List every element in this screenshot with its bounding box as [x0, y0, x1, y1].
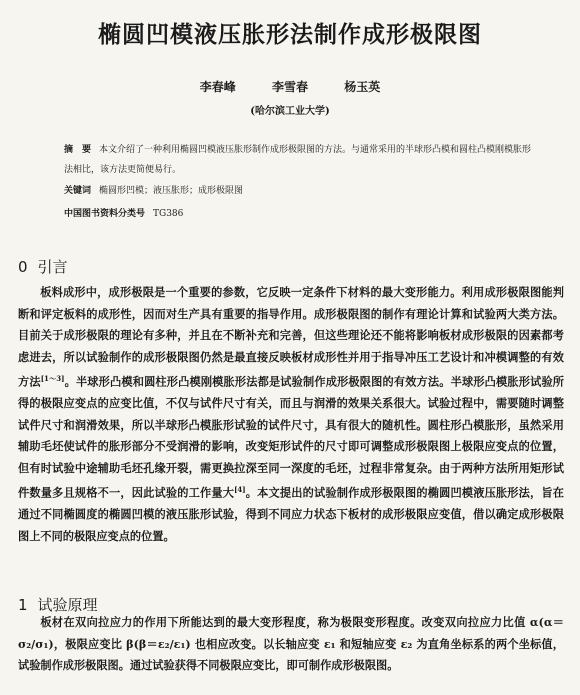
- abstract-label: 摘 要: [64, 145, 92, 155]
- keywords-label: 关键词: [64, 186, 92, 196]
- keywords-text: 椭圆形凹模；液压胀形；成形极限图: [99, 186, 244, 196]
- paper-title: 椭圆凹模液压胀形法制作成形极限图: [98, 22, 482, 48]
- author-name: 李雪春: [271, 80, 308, 94]
- principle-paragraph: [18, 612, 564, 677]
- author-list: [0, 78, 580, 95]
- classification-label: 中国图书资料分类号: [64, 209, 146, 219]
- section-heading-introduction: [18, 256, 68, 277]
- section-title: 引言: [37, 258, 68, 276]
- classification-code: TG386: [153, 209, 184, 219]
- paragraph-text: 板材在双向拉应力的作用下所能达到的最大变形程度，称为极限变形程度。改变双向拉应力比值 α(α＝σ₂/σ₁)，极限应变比 β(β＝ε₂/ε₁) 也相应改变。以长轴应变 ε₁ 和短轴应变 ε₂ 为直角坐标系的两个坐标值，试验制作成形极限图。通过试验获得不同极限应变比，即可制作成形极限图。: [18, 615, 564, 672]
- paragraph-text: 。本文提出的试验制作成形极限图的椭圆凹模液压胀形法，旨在通过不同椭圆度的椭圆凹模的液压胀形试验，得到不同应力状态下板材的成形极限应变值，借以确定成形极限图上不同的极限应变点的位置。: [18, 485, 564, 543]
- paragraph-text: 板料成形中，成形极限是一个重要的参数，它反映一定条件下材料的最大变形能力。利用成形极限图能判断和评定板料的成形性，因而对生产具有重要的指导作用。成形极限图的制作有理论计算和试验两大类方法。目前关于成形极限的理论有多种，并且在不断补充和完善，但这些理论还不能将影响板材成形极限的因素都考虑进去，所以试验制作的成形极限图仍然是最直接反映板材成形性并用于指导冲压工艺设计和冲模调整的有效方法: [18, 285, 564, 389]
- paragraph-text: 。半球形凸模和圆柱形凸模刚模胀形法都是试验制作成形极限图的有效方法。半球形凸模胀形试验所得的极限应变点的应变比值，不仅与试件尺寸有关，而且与润滑的效果关系很大。试验过程中，需要随时调整试件尺寸和润滑效果，所以半球形凸模胀形试验的试件尺寸，具有很大的随机性。圆柱形凸模胀形，虽然采用辅助毛坯使试件的胀形部分不受润滑的影响，改变矩形试件的尺寸即可调整成形极限图上极限应变点的位置，但有时试验中途辅助毛坯孔缘开裂，需更换拉深至同一深度的毛坯，过程非常复杂。由于两种方法所用矩形试件数量多且规格不一，因此试验的工作量大: [18, 374, 564, 500]
- citation: [1～3]: [40, 374, 65, 383]
- classification: [64, 206, 183, 219]
- author-name: 杨玉英: [344, 80, 381, 94]
- citation: [4]: [234, 485, 246, 495]
- keywords: [64, 183, 243, 196]
- section-number: 1: [18, 596, 28, 614]
- abstract: [64, 140, 534, 180]
- author-name: 李春峰: [199, 80, 236, 94]
- section-title: 试验原理: [37, 596, 98, 614]
- abstract-text: 本文介绍了一种利用椭圆凹模液压胀形制作成形极限图的方法。与通常采用的半球形凸模和圆柱凸模刚模胀形法相比，该方法更简便易行。: [64, 145, 532, 175]
- section-number: 0: [18, 258, 28, 276]
- affiliation: (哈尔滨工业大学): [250, 106, 330, 117]
- introduction-paragraph: [18, 282, 564, 547]
